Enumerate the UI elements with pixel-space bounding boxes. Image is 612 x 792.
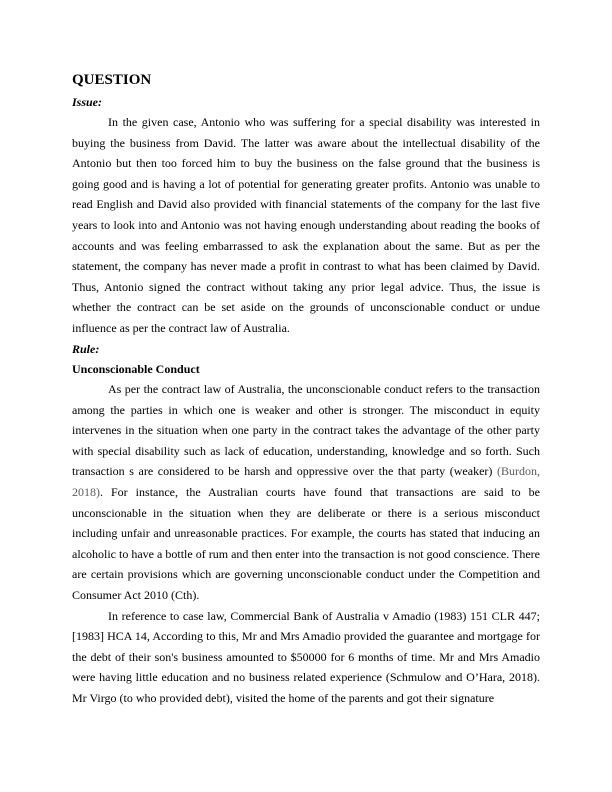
document-page: [72, 70, 540, 709]
rule-paragraph-2: In reference to case law, Commercial Bank of Australia v Amadio (1983) 151 CLR 447; [1983] HCA 14, According to this, Mr and Mrs Amadio provided the guarantee and mortgage for the debt of their son's business amounted to $50000 for 6 months of time. Mr and Mrs Amadio were having little education and no business related experience (Schmulow and O’Hara, 2018). Mr Virgo (to who provided debt), visited the home of the parents and got their signature: [72, 608, 540, 705]
citation-burdon: (Burdon, 2018): [72, 464, 540, 499]
unconscionable-conduct-heading: Unconscionable Conduct: [72, 361, 200, 376]
rule-paragraph-1: [72, 379, 540, 606]
issue-paragraph: In the given case, Antonio who was suffering for a special disability was interested in buying the business from David. The latter was aware about the intellectual disability of the Antonio but then too forced him to buy the business on the false ground that the business is going good and is having a lot of potential for generating greater profits. Antonio was unable to read English and David also provided with financial statements of the company for the last five years to look into and Antonio was not having enough understanding about reading the books of accounts and was feeling embarrassed to ask the explanation about the same. But as per the statement, the company has never made a profit in contrast to what has been claimed by David. Thus, Antonio signed the contract without taking any prior legal advice. Thus, the issue is whether the contract can be set aside on the grounds of unconscionable conduct or undue influence as per the contract law of Australia.: [72, 115, 540, 335]
rule-para1-text-a: As per the contract law of Australia, the unconscionable conduct refers to the transaction among the parties in which one is weaker and other is stronger. The misconduct in equity intervenes in the situation when one party in the contract takes the advantage of the other party with special disability such as lack of education, understanding, knowledge and so forth. Such transaction s are considered to be harsh and oppressive over the that party (weaker): [72, 382, 540, 479]
rule-para1-text-b: . For instance, the Australian courts have found that transactions are said to be unconscionable in the situation when they are deliberate or there is a serious misconduct including unfair and unreasonable practices. For example, the courts has stated that inducing an alcoholic to have a bottle of rum and then enter into the transaction is not good conscience. There are certain provisions which are governing unconscionable conduct under the Competition and Consumer Act 2010 (Cth).: [72, 485, 540, 602]
document-title: QUESTION: [72, 72, 152, 88]
issue-heading: Issue:: [72, 95, 103, 109]
rule-heading: Rule:: [72, 341, 100, 356]
